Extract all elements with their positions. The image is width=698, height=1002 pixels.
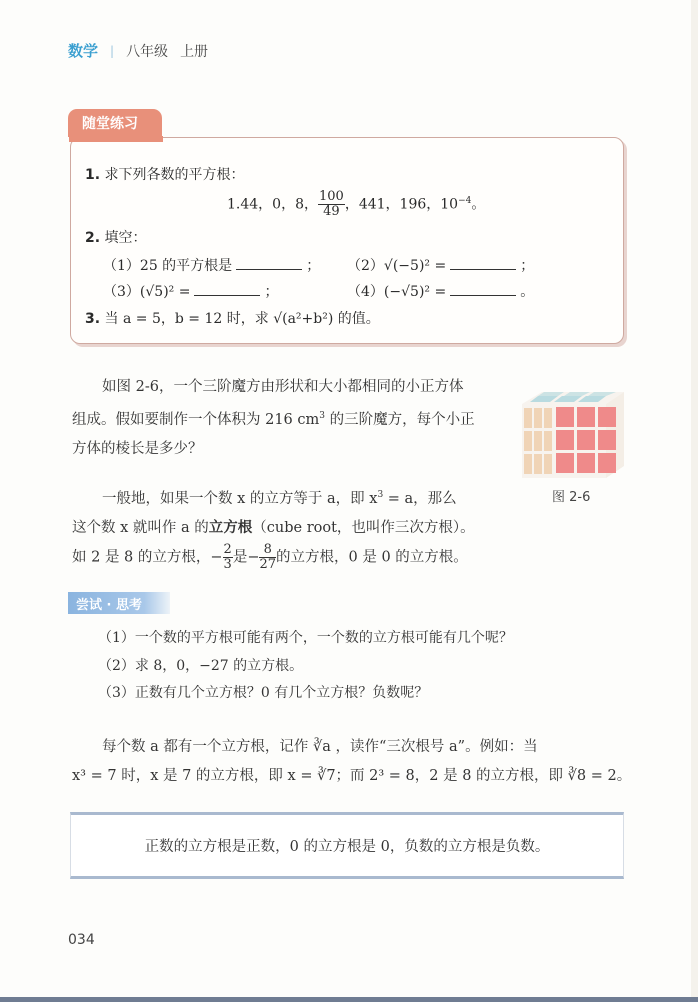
think-item-1: （1）一个数的平方根可能有两个，一个数的立方根可能有几个呢？ <box>98 630 513 646</box>
definition-paragraph <box>72 481 512 572</box>
item-end: ； <box>264 284 279 300</box>
fraction-denominator: 27 <box>259 556 277 572</box>
question-3: 3. 当 a = 5，b = 12 时，求 √(a²+b²) 的值。 <box>85 311 380 327</box>
definition-text: 如 2 是 8 的立方根，− <box>72 549 223 566</box>
definition-text: 是− <box>232 549 260 566</box>
question-number: 1 <box>85 167 95 183</box>
fill-item-4 <box>347 281 534 301</box>
fill-item-2 <box>347 255 534 275</box>
item-label: （1） <box>103 258 140 274</box>
values-pre: 1.44，0，8， <box>227 196 318 213</box>
item-label: （2） <box>347 258 384 274</box>
summary-box <box>70 812 624 879</box>
question-2: 2. 填空： <box>85 230 147 246</box>
fraction <box>223 543 233 572</box>
header-separator: | <box>110 43 115 58</box>
cube-root-expression: ∛a <box>312 739 331 755</box>
think-tab-label: 尝试 · 思考 <box>76 597 142 613</box>
definition-text: 一般地，如果一个数 x 的立方等于 a，即 x <box>102 490 378 507</box>
definition-line-2 <box>72 514 512 543</box>
notation-line-2: x³ = 7 时，x 是 7 的立方根，即 x = ∛7；而 2³ = 8，2 是 8 的立方根，即 ∛8 = 2。 <box>72 768 632 784</box>
question-1: 1. 求下列各数的平方根： <box>85 167 245 183</box>
notation-text: 每个数 a 都有一个立方根，记作 <box>102 739 309 755</box>
fraction-denominator: 3 <box>223 556 232 572</box>
answer-blank[interactable] <box>450 283 516 296</box>
figure-caption: 图 2-6 <box>552 490 591 505</box>
think-tab <box>68 592 170 614</box>
volume-label: 上册 <box>180 43 209 60</box>
root-expression: √(a²+b²) <box>273 311 334 327</box>
grade-label: 八年级 <box>126 43 169 60</box>
practice-tab-label: 随堂练习 <box>82 116 138 132</box>
page-edge <box>691 0 698 997</box>
fraction-numerator: 2 <box>223 541 232 557</box>
superscript: 3 <box>319 411 325 421</box>
page-number: 034 <box>68 932 95 948</box>
item-end: ； <box>306 258 321 274</box>
subject-label: 数学 <box>68 42 99 60</box>
fill-item-1 <box>103 255 320 275</box>
item-expr: (√5)² = <box>139 284 191 300</box>
definition-text: （cube root，也叫作三次方根）。 <box>252 519 475 536</box>
item-label: （4） <box>347 284 384 300</box>
term-cube-root: 立方根 <box>208 519 253 536</box>
notation-paragraph <box>72 733 632 791</box>
practice-box <box>70 137 624 344</box>
think-item-2: （2）求 8，0，−27 的立方根。 <box>98 658 304 674</box>
intro-paragraph <box>72 373 512 464</box>
page-header <box>68 40 208 61</box>
question-number: 3 <box>85 311 95 327</box>
exponent: −4 <box>458 195 472 206</box>
fraction <box>259 543 276 572</box>
bottom-edge <box>0 997 698 1002</box>
definition-line-1 <box>72 481 512 514</box>
notation-text: ，读作“三次根号 a”。例如：当 <box>335 739 538 755</box>
intro-line-1: 如图 2-6，一个三阶魔方由形状和大小都相同的小正方体 <box>102 379 464 395</box>
item-expr: 25 的平方根是 <box>139 258 233 274</box>
intro-text: 组成。假如要制作一个体积为 216 cm <box>72 411 320 428</box>
rubiks-cube-image <box>520 390 624 478</box>
intro-line-3: 方体的棱长是多少？ <box>72 440 203 457</box>
definition-line-3 <box>72 543 512 573</box>
definition-text: 这个数 x 就叫作 a 的 <box>72 519 209 536</box>
item-end: ； <box>520 258 535 274</box>
notation-line-1 <box>72 733 632 762</box>
answer-blank[interactable] <box>450 257 516 270</box>
item-end: 。 <box>520 284 535 300</box>
question-text: 当 a = 5，b = 12 时，求 <box>104 311 269 327</box>
item-expr: (−√5)² = <box>383 284 447 300</box>
values-post: ，441，196，10 <box>344 196 459 213</box>
question-text-end: 的值。 <box>337 311 380 327</box>
fraction <box>318 190 345 219</box>
item-label: （3） <box>103 284 140 300</box>
values-end: 。 <box>471 196 486 213</box>
question-text: 求下列各数的平方根： <box>104 167 245 183</box>
definition-text: 的立方根，0 是 0 的立方根。 <box>276 549 468 566</box>
fraction-denominator: 49 <box>323 204 340 219</box>
summary-text: 正数的立方根是正数，0 的立方根是 0，负数的立方根是负数。 <box>144 839 550 855</box>
fraction-numerator: 8 <box>259 543 276 558</box>
question-number: 2 <box>85 230 95 246</box>
answer-blank[interactable] <box>194 283 260 296</box>
superscript: 3 <box>377 490 384 500</box>
fill-item-3 <box>103 281 278 301</box>
practice-tab <box>68 109 162 137</box>
question-1-values <box>227 190 485 219</box>
definition-text: = a，那么 <box>383 490 457 507</box>
answer-blank[interactable] <box>236 257 302 270</box>
item-expr: √(−5)² = <box>383 258 447 274</box>
question-text: 填空： <box>104 230 147 246</box>
intro-text: 的三阶魔方，每个小正 <box>325 411 475 428</box>
intro-line-2 <box>72 402 512 435</box>
fraction-numerator: 100 <box>319 189 344 204</box>
think-item-3: （3）正数有几个立方根？0 有几个立方根？负数呢？ <box>98 685 429 701</box>
